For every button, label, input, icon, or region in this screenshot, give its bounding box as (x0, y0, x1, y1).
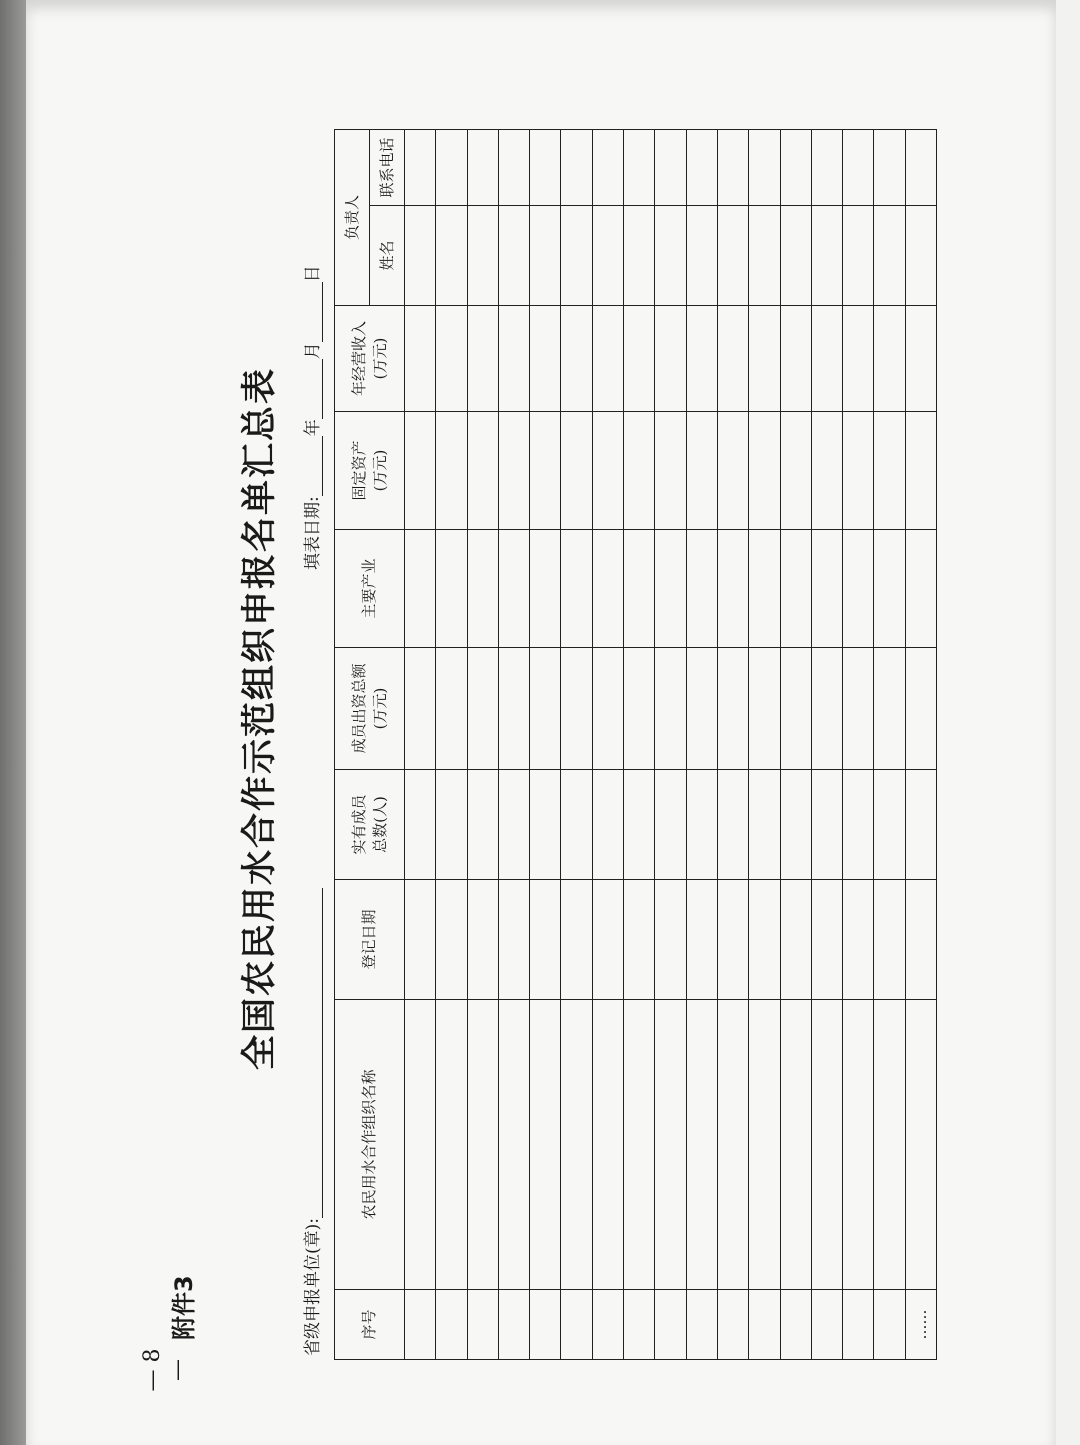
table-cell (561, 1000, 592, 1290)
table-cell (467, 412, 498, 530)
table-cell (467, 648, 498, 770)
col-header-leader: 负责人 (335, 129, 370, 305)
table-cell (780, 306, 811, 412)
table-cell (717, 770, 748, 880)
table-cell (717, 648, 748, 770)
scan-right-margin (1056, 0, 1080, 1445)
table-cell (655, 530, 686, 648)
reporting-unit-label: 省级申报单位(章): (303, 1218, 323, 1356)
table-cell (592, 412, 623, 530)
table-cell (405, 1290, 436, 1360)
reporting-unit-line (298, 888, 323, 1356)
table-cell (686, 530, 717, 648)
table-cell (592, 129, 623, 205)
table-cell (561, 1290, 592, 1360)
table-cell (655, 129, 686, 205)
table-cell (749, 206, 780, 306)
table-cell (624, 770, 655, 880)
table-row (498, 129, 529, 1359)
year-unit: 年 (303, 419, 323, 437)
table-cell (717, 530, 748, 648)
table-cell (905, 412, 936, 530)
table-row (561, 129, 592, 1359)
table-cell (655, 648, 686, 770)
table-cell (811, 770, 842, 880)
table-cell (530, 1000, 561, 1290)
table-cell (405, 129, 436, 205)
table-cell (717, 1290, 748, 1360)
attachment-label: 附件3 (170, 1275, 198, 1340)
table-cell (624, 412, 655, 530)
table-row (686, 129, 717, 1359)
table-cell (467, 129, 498, 205)
table-cell (780, 412, 811, 530)
table-cell (874, 206, 905, 306)
table-cell (624, 306, 655, 412)
table-cell (436, 1290, 467, 1360)
page-number: — 8 — (140, 1348, 190, 1392)
table-cell (498, 1290, 529, 1360)
table-cell (811, 880, 842, 1000)
summary-table (334, 129, 937, 1360)
table-cell (655, 306, 686, 412)
table-cell (467, 1290, 498, 1360)
table-cell (530, 306, 561, 412)
table-cell (530, 880, 561, 1000)
table-cell (686, 129, 717, 205)
col-header-revenue: 年经营收入 (万元) (335, 306, 405, 412)
table-cell (780, 129, 811, 205)
table-cell (467, 206, 498, 306)
table-cell (561, 530, 592, 648)
table-cell (405, 530, 436, 648)
col-header-leader-phone: 联系电话 (370, 129, 405, 205)
table-row (905, 129, 936, 1359)
table-cell (811, 306, 842, 412)
table-cell (592, 770, 623, 880)
table-cell (749, 1290, 780, 1360)
month-blank (308, 359, 323, 419)
table-row (436, 129, 467, 1359)
table-cell (405, 648, 436, 770)
table-cell (624, 206, 655, 306)
table-cell (749, 770, 780, 880)
table-cell (780, 1290, 811, 1360)
table-row (717, 129, 748, 1359)
table-cell (436, 880, 467, 1000)
table-row (624, 129, 655, 1359)
table-cell (530, 129, 561, 205)
table-cell (592, 1290, 623, 1360)
table-cell (811, 1290, 842, 1360)
col-header-members: 实有成员 总数(人) (335, 770, 405, 880)
table-cell (686, 1290, 717, 1360)
table-cell (561, 129, 592, 205)
table-cell (686, 770, 717, 880)
table-row (843, 129, 874, 1359)
table-cell (467, 880, 498, 1000)
table-cell (561, 770, 592, 880)
table-cell (530, 206, 561, 306)
table-cell (843, 770, 874, 880)
table-cell (498, 770, 529, 880)
col-header-reg-date: 登记日期 (335, 880, 405, 1000)
table-cell (405, 880, 436, 1000)
table-cell (592, 880, 623, 1000)
month-unit: 月 (303, 342, 323, 360)
table-cell (905, 770, 936, 880)
table-row (467, 129, 498, 1359)
table-cell (436, 770, 467, 880)
table-cell (655, 1000, 686, 1290)
table-cell (905, 530, 936, 648)
table-row (655, 129, 686, 1359)
table-row (811, 129, 842, 1359)
table-cell (811, 1000, 842, 1290)
table-cell (717, 306, 748, 412)
table-cell (498, 648, 529, 770)
table-cell (624, 648, 655, 770)
table-cell (843, 530, 874, 648)
table-cell (498, 880, 529, 1000)
table-cell (561, 206, 592, 306)
table-cell (624, 530, 655, 648)
table-cell (436, 129, 467, 205)
table-row (749, 129, 780, 1359)
table-cell (874, 1000, 905, 1290)
table-cell (780, 1000, 811, 1290)
table-cell (624, 1000, 655, 1290)
table-cell (561, 306, 592, 412)
table-cell (717, 880, 748, 1000)
rotated-form (140, 110, 930, 1400)
table-cell (717, 129, 748, 205)
table-cell (749, 1000, 780, 1290)
table-cell (655, 206, 686, 306)
table-cell (655, 770, 686, 880)
table-cell (436, 1000, 467, 1290)
header-row (335, 129, 370, 1359)
col-header-capital: 成员出资总额 (万元) (335, 648, 405, 770)
table-cell (749, 530, 780, 648)
day-unit: 日 (303, 265, 323, 283)
table-cell (874, 648, 905, 770)
table-cell (655, 880, 686, 1000)
table-cell (717, 1000, 748, 1290)
table-cell (467, 306, 498, 412)
table-cell (530, 530, 561, 648)
table-cell (811, 129, 842, 205)
table-cell (624, 1290, 655, 1360)
table-cell (436, 306, 467, 412)
table-row (592, 129, 623, 1359)
table-cell (624, 880, 655, 1000)
table-cell (592, 306, 623, 412)
table-cell (405, 770, 436, 880)
table-cell (592, 206, 623, 306)
table-cell (686, 1000, 717, 1290)
col-header-leader-name: 姓名 (370, 206, 405, 306)
table-cell (530, 1290, 561, 1360)
table-cell (749, 648, 780, 770)
scan-left-shadow (0, 0, 26, 1445)
table-cell (624, 129, 655, 205)
table-cell (749, 880, 780, 1000)
table-cell (905, 206, 936, 306)
fill-date-label: 填表日期: (303, 496, 323, 570)
table-cell (811, 648, 842, 770)
table-cell (686, 880, 717, 1000)
table-cell (530, 648, 561, 770)
table-cell (843, 880, 874, 1000)
table-row (874, 129, 905, 1359)
table-cell (874, 770, 905, 880)
table-cell (843, 129, 874, 205)
day-blank (308, 282, 323, 342)
table-cell (498, 412, 529, 530)
table-cell (561, 648, 592, 770)
table-cell (686, 648, 717, 770)
table-cell (436, 530, 467, 648)
table-cell (811, 530, 842, 648)
form-title: 全国农民用水合作示范组织申报名单汇总表 (240, 366, 280, 1070)
col-header-seq: 序号 (335, 1290, 405, 1360)
table-cell (874, 1290, 905, 1360)
table-cell (561, 880, 592, 1000)
table-cell (717, 206, 748, 306)
table-cell (749, 306, 780, 412)
table-cell (780, 648, 811, 770)
table-cell (874, 306, 905, 412)
table-cell (655, 412, 686, 530)
table-cell (498, 1000, 529, 1290)
table-cell (436, 648, 467, 770)
table-cell (467, 1000, 498, 1290)
table-cell (405, 1000, 436, 1290)
table-cell (498, 129, 529, 205)
table-cell (530, 412, 561, 530)
table-cell (405, 206, 436, 306)
table-cell (874, 412, 905, 530)
table-cell (905, 129, 936, 205)
table-cell (843, 648, 874, 770)
table-cell (592, 648, 623, 770)
table-cell (686, 412, 717, 530)
table-row (530, 129, 561, 1359)
table-cell (874, 880, 905, 1000)
table-cell (905, 306, 936, 412)
table-cell (749, 129, 780, 205)
table-cell (843, 412, 874, 530)
table-cell (905, 880, 936, 1000)
table-cell (436, 412, 467, 530)
table-cell (561, 412, 592, 530)
table-cell (905, 648, 936, 770)
col-header-main-industry: 主要产业 (335, 530, 405, 648)
fill-date-line (298, 265, 323, 570)
table-cell (686, 206, 717, 306)
table-cell (811, 206, 842, 306)
table-cell (592, 530, 623, 648)
table-cell (843, 1290, 874, 1360)
table-cell (780, 880, 811, 1000)
table-cell (780, 530, 811, 648)
table-row (780, 129, 811, 1359)
table-cell (498, 306, 529, 412)
table-row (405, 129, 436, 1359)
table-cell (874, 530, 905, 648)
table-body (405, 129, 937, 1359)
table-cell (843, 206, 874, 306)
table-cell (843, 1000, 874, 1290)
table-cell (405, 412, 436, 530)
continuation-marker: …… (905, 1290, 936, 1360)
reporting-unit-blank (308, 888, 323, 1218)
table-cell (467, 770, 498, 880)
table-cell (905, 1000, 936, 1290)
table-cell (874, 129, 905, 205)
table-cell (530, 770, 561, 880)
table-cell (655, 1290, 686, 1360)
table-cell (436, 206, 467, 306)
table-cell (780, 206, 811, 306)
table-cell (467, 530, 498, 648)
table-cell (405, 306, 436, 412)
table-cell (686, 306, 717, 412)
table-cell (717, 412, 748, 530)
col-header-fixed-assets: 固定资产 (万元) (335, 412, 405, 530)
year-blank (308, 436, 323, 496)
table-cell (592, 1000, 623, 1290)
table-cell (780, 770, 811, 880)
table-cell (843, 306, 874, 412)
col-header-org-name: 农民用水合作组织名称 (335, 1000, 405, 1290)
table-cell (811, 412, 842, 530)
table-cell (749, 412, 780, 530)
table-cell (498, 206, 529, 306)
table-cell (498, 530, 529, 648)
